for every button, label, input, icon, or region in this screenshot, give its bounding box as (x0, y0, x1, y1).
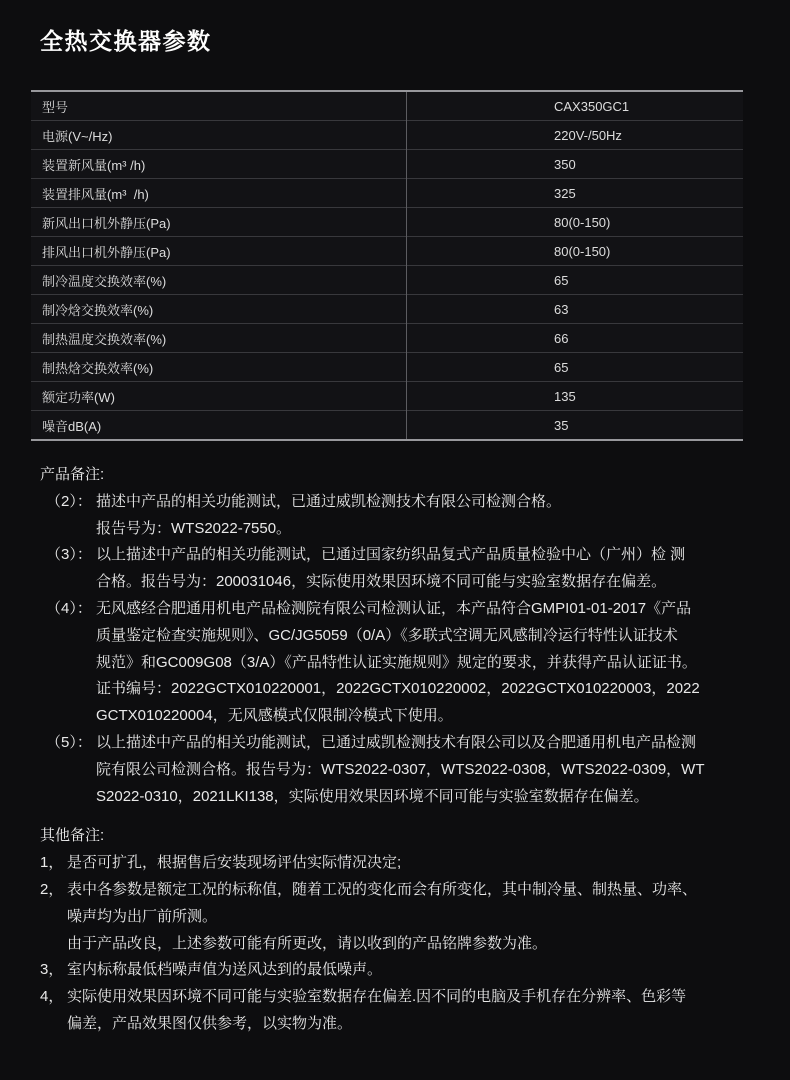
note-line: 报告号为：WTS2022-7550。 (96, 519, 292, 537)
param-label-cell: 额定功率(W) (31, 382, 407, 411)
table-row (31, 208, 743, 237)
param-label-cell: 电源(V~/Hz) (31, 121, 407, 150)
param-label-cell: 装置新风量(m³ /h) (31, 150, 407, 179)
note-line: GCTX010220004，无风感模式仅限制冷模式下使用。 (96, 707, 453, 725)
param-value-cell: 350 (407, 150, 744, 179)
param-label-cell: 排风出口机外静压(Pa) (31, 237, 407, 266)
param-label-cell: 型号 (42, 99, 69, 115)
table-row (31, 324, 743, 353)
table-row (31, 353, 743, 382)
note-marker: （2）： (46, 492, 92, 510)
note-lines (67, 984, 754, 1038)
param-label-cell: 装置排风量(m³ /h) (31, 179, 407, 208)
note-marker: 2， (40, 880, 64, 898)
param-value-cell: 325 (407, 179, 744, 208)
note-line: 以上描述中产品的相关功能测试，已通过威凯检测技术有限公司以及合肥通用机电产品检测 (96, 733, 697, 751)
param-value-cell: 65 (407, 266, 744, 295)
note-item (40, 489, 754, 543)
note-item (40, 957, 754, 984)
param-value-cell: 135 (407, 382, 744, 411)
other-notes-section (40, 823, 754, 1037)
note-marker: （5）： (46, 733, 92, 751)
note-marker: （3）： (46, 546, 92, 564)
spec-table (31, 90, 743, 441)
param-value-cell: 35 (407, 411, 744, 441)
note-line: 规范》和GC009G08（3/A）《产品特性认证实施规则》规定的要求，并获得产品认证证书。 (96, 653, 697, 671)
table-row (31, 121, 743, 150)
note-item (40, 730, 754, 810)
other-notes-heading: 其他备注: (40, 827, 105, 845)
product-notes-heading: 产品备注: (40, 466, 105, 483)
note-line: 实际使用效果因环境不同可能与实验室数据存在偏差.因不同的电脑及手机存在分辨率、色彩等 (67, 988, 687, 1006)
param-value-cell: 66 (407, 324, 744, 353)
note-line: 描述中产品的相关功能测试，已通过威凯检测技术有限公司检测合格。 (96, 492, 562, 510)
param-label-cell: 制热焓交换效率(%) (31, 353, 407, 382)
note-lines (67, 957, 754, 984)
note-line: 证书编号：2022GCTX010220001，2022GCTX010220002，2022GCTX010220003，2022 (96, 680, 700, 698)
note-line: 偏差，产品效果图仅供参考，以实物为准。 (67, 1014, 353, 1032)
note-item (40, 877, 754, 957)
note-line: 表中各参数是额定工况的标称值，随着工况的变化而会有所变化，其中制冷量、制热量、功率、 (67, 880, 698, 898)
note-lines (96, 489, 754, 543)
note-line: 噪声均为出厂前所测。 (67, 907, 218, 925)
spec-table-body (31, 91, 743, 440)
param-value-cell: 63 (407, 295, 744, 324)
param-label-cell: 噪音dB(A) (31, 411, 407, 441)
note-lines (96, 730, 754, 810)
page-title: 全热交换器参数 (40, 28, 212, 54)
note-item (40, 850, 754, 877)
table-row (31, 266, 743, 295)
param-value-cell: 220V-/50Hz (407, 121, 744, 150)
note-line: 是否可扩孔，根据售后安装现场评估实际情况决定; (67, 854, 402, 872)
other-notes-list (40, 850, 754, 1038)
param-value-cell: CAX350GC1 (407, 91, 744, 121)
note-line: 合格。报告号为：200031046，实际使用效果因环境不同可能与实验室数据存在偏差。 (96, 573, 667, 591)
table-row (31, 91, 743, 121)
note-lines (96, 596, 754, 730)
note-lines (96, 542, 754, 596)
note-lines (67, 877, 754, 957)
table-row (31, 150, 743, 179)
note-marker: 3， (40, 961, 64, 979)
note-marker: （4）： (46, 599, 92, 617)
table-row (31, 237, 743, 266)
product-notes-list (40, 489, 754, 811)
note-marker: 4， (40, 988, 64, 1006)
note-item (40, 984, 754, 1038)
note-line: 质量鉴定检查实施规则》、GC/JG5059（0/A）《多联式空调无风感制冷运行特性认证技术 (96, 626, 678, 644)
param-label-cell: 制冷焓交换效率(%) (31, 295, 407, 324)
param-label-cell: 制热温度交换效率(%) (31, 324, 407, 353)
note-marker: 1， (40, 854, 64, 872)
table-row (31, 179, 743, 208)
note-line: 以上描述中产品的相关功能测试，已通过国家纺织品复式产品质量检验中心（广州）检 测 (96, 546, 686, 564)
param-label-cell: 新风出口机外静压(Pa) (31, 208, 407, 237)
table-row (31, 382, 743, 411)
table-row (31, 295, 743, 324)
note-line: 无风感经合肥通用机电产品检测院有限公司检测认证，本产品符合GMPI01-01-2017《产品 (96, 599, 692, 617)
product-notes-section (40, 462, 754, 810)
param-value-cell: 80(0-150) (407, 208, 744, 237)
note-line: 由于产品改良，上述参数可能有所更改，请以收到的产品铭牌参数为准。 (67, 934, 548, 952)
note-lines (67, 850, 754, 877)
note-line: S2022-0310，2021LKI138，实际使用效果因环境不同可能与实验室数据存在偏差。 (96, 787, 649, 805)
note-line: 室内标称最低档噪声值为送风达到的最低噪声。 (67, 961, 383, 979)
note-item (40, 596, 754, 730)
param-value-cell: 65 (407, 353, 744, 382)
param-label-cell: 制冷温度交换效率(%) (31, 266, 407, 295)
param-value-cell: 80(0-150) (407, 237, 744, 266)
note-item (40, 542, 754, 596)
table-row (31, 411, 743, 441)
note-line: 院有限公司检测合格。报告号为：WTS2022-0307，WTS2022-0308，WTS2022-0309，WT (96, 760, 705, 778)
